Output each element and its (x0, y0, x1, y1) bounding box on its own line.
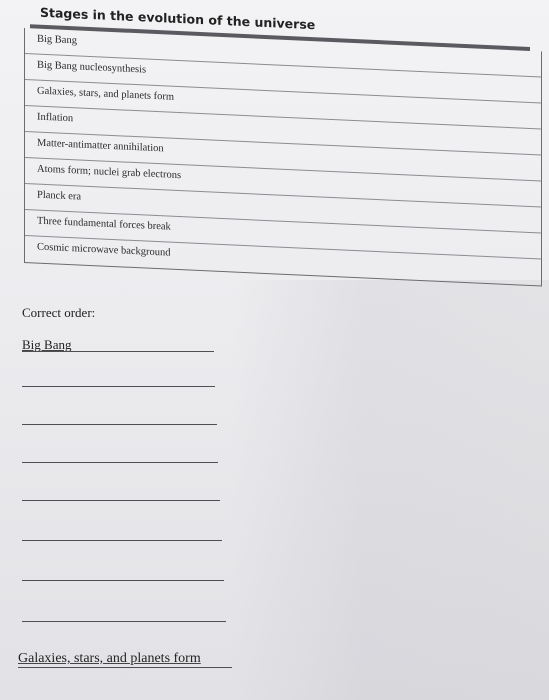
answer-line[interactable] (22, 462, 218, 463)
stage-label: Planck era (37, 189, 82, 203)
answer-line[interactable] (22, 500, 220, 501)
answer-line-text: Big Bang (22, 337, 72, 352)
answer-line[interactable] (22, 621, 226, 622)
answer-line[interactable] (22, 580, 224, 581)
stage-label: Big Bang (37, 33, 77, 47)
answer-line[interactable] (22, 424, 217, 425)
stage-label: Matter-antimatter annihilation (37, 137, 164, 155)
answer-line-text: Galaxies, stars, and planets form (18, 651, 201, 666)
stage-label: Cosmic microwave background (37, 241, 171, 259)
stage-label: Inflation (37, 111, 74, 125)
table-title: Stages in the evolution of the universe (40, 4, 316, 33)
answer-line[interactable] (18, 667, 232, 668)
answer-line[interactable] (22, 540, 222, 541)
correct-order-label: Correct order: (22, 305, 96, 320)
stage-label: Three fundamental forces break (37, 215, 171, 233)
answer-line[interactable] (22, 386, 215, 387)
stage-label: Galaxies, stars, and planets form (37, 85, 175, 103)
stage-label: Big Bang nucleosynthesis (37, 59, 147, 76)
stage-label: Atoms form; nuclei grab electrons (37, 163, 182, 182)
answer-line[interactable] (22, 351, 214, 352)
